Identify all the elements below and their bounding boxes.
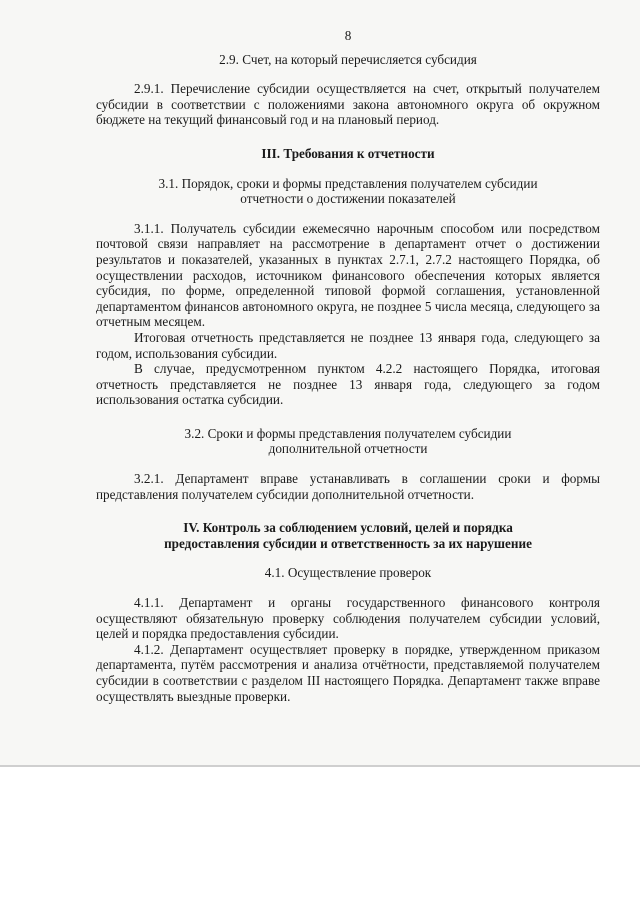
subsection-3-1-heading-line2: отчетности о достижении показателей: [240, 191, 456, 207]
paragraph-3-1-1: 3.1.1. Получатель субсидии ежемесячно нарочным способом или посредством почтовой связи направляет на рассмотрение в департамент отчет о достижении результатов и показателей, указанных в пунктах 2.7.1, 2.7.2 настоящего Порядка, об осуществлении расходов, источником финансового обеспечения которых является субсидия, по форме, определенной типовой формой соглашения, установленной департаментом финансов автономного округа, не позднее 5 числа месяца, следующего за отчетным месяцем.: [96, 220, 600, 330]
paragraph-final-report: Итоговая отчетность представляется не позднее 13 января года, следующего за годом, использования субсидии.: [96, 329, 600, 361]
subsection-3-2-heading-line1: 3.2. Сроки и формы представления получателем субсидии: [184, 425, 512, 441]
section-3-heading: III. Требования к отчетности: [261, 145, 435, 161]
section-4-heading-line1: IV. Контроль за соблюдением условий, целей и порядка: [183, 520, 513, 536]
paragraph-4-1-2: 4.1.2. Департамент осуществляет проверку в порядке, утвержденном приказом департамента, путём рассмотрения и анализа отчётности, представляемой получателем субсидии в соответствии с разделом III настоящего Порядка. Департамент также вправе осуществлять выездные проверки.: [96, 641, 600, 704]
paragraph-4-1-1: 4.1.1. Департамент и органы государственного финансового контроля осуществляют обязательную проверку соблюдения получателем субсидии условий, целей и порядка предоставления субсидии.: [96, 595, 600, 642]
paragraph-2-9-1: 2.9.1. Перечисление субсидии осуществляется на счет, открытый получателем субсидии в соответствии с положениями закона автономного округа об окружном бюджете на текущий финансовый год и на плановый период.: [96, 81, 600, 128]
section-2-9-heading: 2.9. Счет, на который перечисляется субсидия: [219, 51, 477, 67]
subsection-4-1-heading: 4.1. Осуществление проверок: [264, 565, 432, 581]
blank-area: [0, 767, 640, 905]
subsection-3-2-heading-line2: дополнительной отчетности: [268, 441, 428, 457]
paragraph-remainder-report: В случае, предусмотренном пунктом 4.2.2 настоящего Порядка, итоговая отчетность представляется не позднее 13 января года, следующего за годом использования остатка субсидии.: [96, 361, 600, 408]
section-4-heading-line2: предоставления субсидии и ответственность за их нарушение: [164, 535, 532, 551]
subsection-3-1-heading-line1: 3.1. Порядок, сроки и формы представления получателем субсидии: [158, 175, 538, 191]
paragraph-3-2-1: 3.2.1. Департамент вправе устанавливать в соглашении сроки и формы представления получателем субсидии дополнительной отчетности.: [96, 471, 600, 502]
page-number: 8: [344, 28, 352, 43]
page-content: [96, 28, 600, 704]
